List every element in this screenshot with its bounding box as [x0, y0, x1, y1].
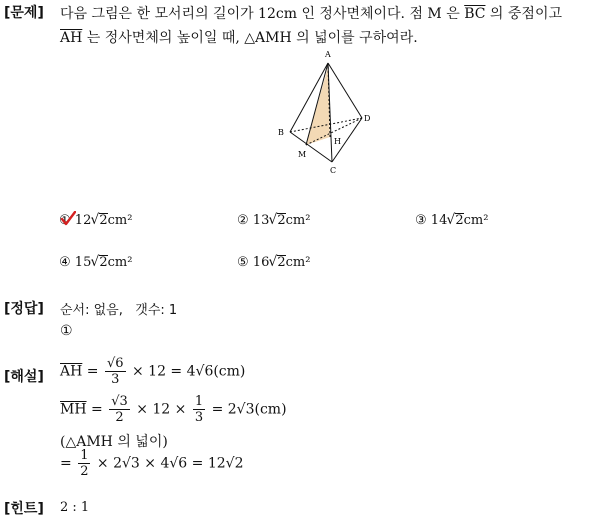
fraction-2 — [109, 394, 130, 425]
question-text-a: 다음 그림은 한 모서리의 길이가 12cm 인 정사면체이다. 점 M 은 — [60, 6, 460, 22]
choice-1-unit: cm² — [107, 213, 133, 228]
fraction-4 — [78, 448, 90, 479]
exp-eq-1: = — [86, 363, 99, 380]
fraction-1-den: 3 — [111, 372, 120, 387]
edge-ad — [328, 63, 362, 118]
answer-count: 갯수: 1 — [135, 303, 178, 318]
choice-4-unit: cm² — [107, 255, 133, 270]
fraction-3-den: 3 — [194, 410, 204, 425]
problem-label: [문제] — [4, 5, 44, 21]
hint-label: [힌트] — [4, 501, 44, 517]
exp-mid-2: × 12 × — [136, 401, 187, 418]
fraction-1-num: √6 — [106, 356, 124, 371]
choice-1-mark: ① — [59, 213, 71, 228]
fraction-4-num: 1 — [80, 448, 89, 463]
choice-5-mark: ⑤ — [237, 255, 249, 270]
point-c-label: C — [330, 166, 337, 175]
fraction-4-den: 2 — [80, 464, 89, 479]
point-m-label: M — [298, 150, 307, 159]
question-text-b: 의 중점이고 — [489, 6, 562, 22]
point-h-label: H — [334, 137, 341, 146]
choice-3-unit: cm² — [463, 213, 489, 228]
choice-4[interactable] — [59, 255, 132, 270]
choice-4-rad: 2 — [99, 255, 108, 270]
fraction-2-den: 2 — [115, 410, 124, 425]
answer-order: 순서: 없음, — [60, 303, 123, 318]
answer-label: [정답] — [4, 301, 44, 317]
exp-ah: $\overline{AH}$ — [60, 363, 83, 380]
choice-5-coef: 16 — [252, 255, 270, 270]
choice-2-coef: 13 — [252, 213, 270, 228]
choice-5[interactable] — [237, 255, 310, 270]
choice-2-unit: cm² — [285, 213, 311, 228]
choice-4-mark: ④ — [59, 255, 71, 270]
choice-1-coef: 12 — [74, 213, 92, 228]
explanation-line-3: (△AMH 의 넓이) — [60, 434, 168, 450]
question-text-c: 는 정사면체의 높이일 때, △AMH 의 넓이를 구하여라. — [86, 30, 418, 46]
explanation-label: [해설] — [4, 369, 44, 385]
point-a-label: A — [325, 50, 331, 59]
fraction-3-num: 1 — [194, 394, 204, 409]
exp-eq-4: = — [60, 455, 72, 472]
fraction-1 — [105, 356, 126, 387]
point-d-label: D — [364, 114, 371, 123]
choice-1[interactable] — [59, 213, 132, 228]
choice-2[interactable] — [237, 213, 310, 228]
answer-line — [60, 299, 177, 318]
fraction-3 — [193, 394, 205, 425]
choice-5-rad: 2 — [277, 255, 286, 270]
segment-bc: $\overline{BC}$ — [464, 6, 486, 22]
exp-rest-1: × 12 = 4√6(cm) — [131, 363, 246, 380]
choice-3[interactable] — [415, 213, 488, 228]
hint-text: 2 : 1 — [60, 500, 90, 515]
check-icon — [60, 211, 76, 227]
choice-3-coef: 14 — [430, 213, 448, 228]
exp-eq-2: = — [91, 401, 103, 418]
choice-3-rad: 2 — [455, 213, 464, 228]
choice-2-rad: 2 — [277, 213, 286, 228]
exp-rest-4: × 2√3 × 4√6 = 12√2 — [96, 455, 244, 472]
question-line-1 — [60, 3, 562, 23]
choice-1-rad: 2 — [99, 213, 108, 228]
question-line-2 — [60, 27, 418, 47]
exp-mh: $\overline{MH}$ — [60, 401, 87, 418]
tetrahedron-figure — [270, 45, 380, 180]
explanation-line-2 — [60, 394, 287, 425]
choice-3-mark: ③ — [415, 213, 427, 228]
segment-ah: $\overline{AH}$ — [60, 30, 83, 46]
exp-rest-2: = 2√3(cm) — [211, 401, 287, 418]
choice-4-coef: 15 — [74, 255, 92, 270]
explanation-line-4 — [60, 448, 243, 479]
point-b-label: B — [278, 128, 284, 137]
choice-2-mark: ② — [237, 213, 249, 228]
answer-mark: ① — [60, 323, 73, 339]
choice-5-unit: cm² — [285, 255, 311, 270]
fraction-2-num: √3 — [111, 394, 128, 409]
explanation-line-1 — [60, 356, 245, 387]
